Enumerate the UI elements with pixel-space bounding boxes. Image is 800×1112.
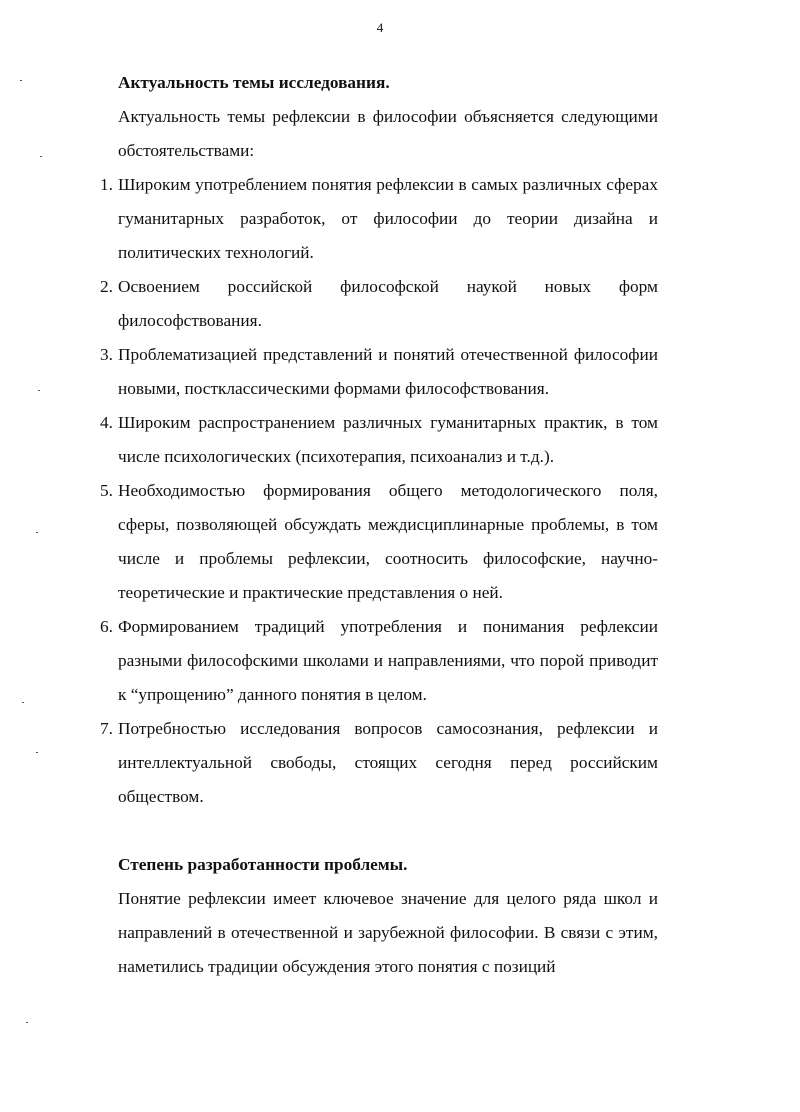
list-item [100,474,658,610]
scan-speck [40,156,42,157]
document-body [100,66,658,984]
list-item-text: Необходимостью формирования общего методологического поля, сферы, позволяющей обсуждать междисциплинарные проблемы, в том числе и проблемы рефлексии, соотносить философские, научно-теоретические и практические представления о ней. [118,481,658,602]
list-item-number: 5. [100,481,113,500]
list-item [100,610,658,712]
scan-speck [38,390,40,391]
list-item [100,712,658,814]
section-heading-relevance: Актуальность темы исследования. [118,73,390,92]
list-item [100,406,658,474]
list-item-text: Формированием традиций употребления и понимания рефлексии разными философскими школами и направлениями, что порой приводит к “упрощению” данного понятия в целом. [118,617,658,704]
list-item-text: Потребностью исследования вопросов самосознания, рефлексии и интеллектуальной свободы, стоящих сегодня перед российским обществом. [118,719,658,806]
scan-speck [36,752,38,753]
list-item [100,270,658,338]
list-item [100,338,658,406]
list-item-number: 4. [100,413,113,432]
list-item [100,168,658,270]
development-paragraph: Понятие рефлексии имеет ключевое значение для целого ряда школ и направлений в отечественной и зарубежной философии. В связи с этим, наметились традиции обсуждения этого понятия с позиций [118,889,658,976]
list-item-number: 7. [100,719,113,738]
scan-speck [20,80,22,81]
list-item-number: 2. [100,277,113,296]
scan-speck [26,1022,28,1023]
intro-paragraph: Актуальность темы рефлексии в философии объясняется следующими обстоятельствами: [118,107,658,160]
page-number: 4 [376,20,384,35]
list-item-text: Проблематизацией представлений и понятий отечественной философии новыми, постклассическими формами философствования. [118,345,658,398]
scan-speck [22,702,24,703]
section-heading-development: Степень разработанности проблемы. [118,855,408,874]
section-spacer [118,814,658,848]
list-item-text: Широким употреблением понятия рефлексии в самых различных сферах гуманитарных разработок, от философии до теории дизайна и политических технологий. [118,175,658,262]
list-item-number: 3. [100,345,113,364]
list-item-number: 1. [100,175,113,194]
list-item-text: Освоением российской философской наукой новых форм философствования. [118,277,658,330]
relevance-list [100,168,658,814]
list-item-text: Широким распространением различных гуманитарных практик, в том числе психологических (психотерапия, психоанализ и т.д.). [118,413,658,466]
list-item-number: 6. [100,617,113,636]
scan-speck [36,532,38,533]
